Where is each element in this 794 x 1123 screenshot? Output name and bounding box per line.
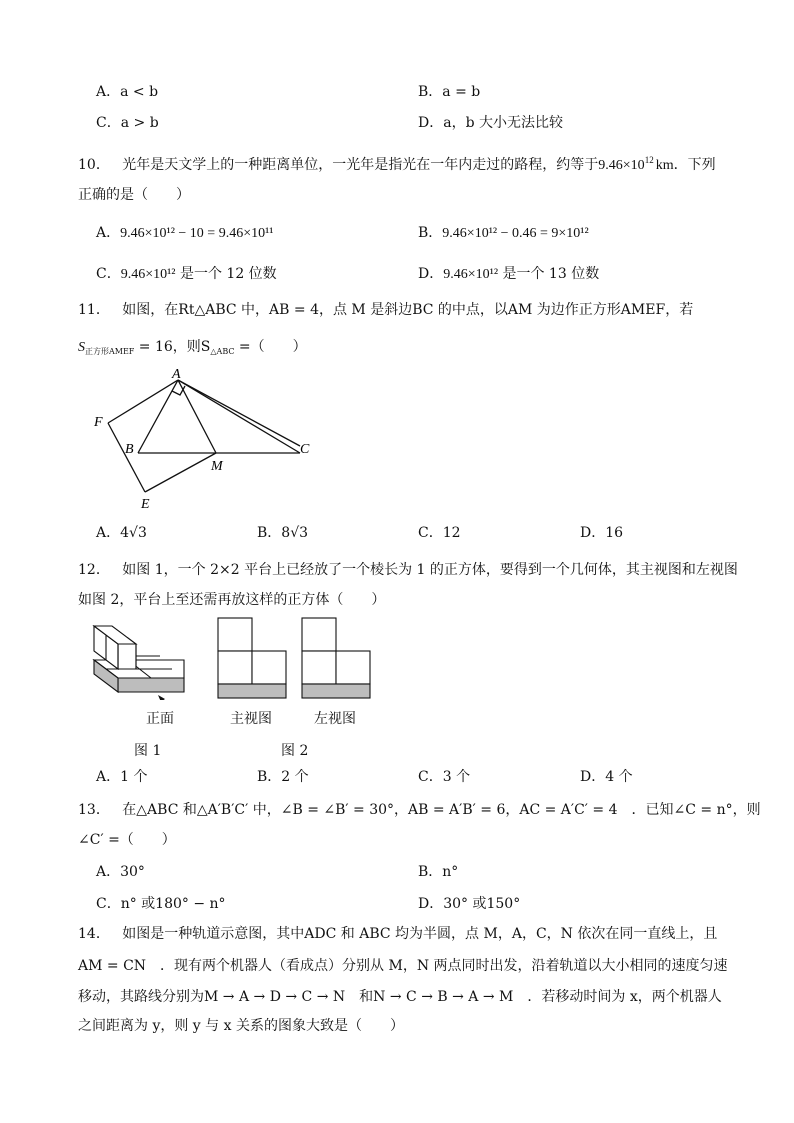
q14-stem-line2: AM = CN ．现有两个机器人（看成点）分别从 M，N 两点同时出发，沿着轨道以大小相同的速度匀速 [78,958,728,974]
q9-option-c: C．a > b [96,115,159,131]
q12-option-d: D．4 个 [580,769,633,785]
label-c: C [300,442,310,457]
q14-stem-line4: 之间距离为 y，则 y 与 x 关系的图象大致是（ ） [78,1018,404,1034]
q12-figure-1-caption: 图 1 [134,743,162,759]
segment-a-c [178,380,300,446]
cube-front [118,644,136,669]
q12-number: 12． [78,562,110,578]
q11-stem-line2: $S_{正方形AMEF} = 16$，则$S_{\triangle ABC}$ =（ ） [78,339,307,356]
q12-option-a: A．1 个 [96,769,148,785]
label-f: F [94,415,103,430]
q14-stem-line3: 移动，其路线分别为M → A → D → C → N 和N → C → B → A → M ．若移动时间为 x，两个机器人 [78,989,722,1005]
q14-stem-text: 如图是一种轨道示意图，其中ADC 和 ABC 均为半圆，点 M，A，C，N 依次在同一直线上，且 [122,926,718,942]
segment-e-m [145,453,216,492]
q11-option-b: B．8√3 [257,525,309,541]
main-view-bottom-left-cell [218,651,252,684]
q12-label-main-view: 主视图 [230,711,272,727]
segment-f-e [108,423,145,492]
q9-option-a: A．a < b [96,84,159,100]
q12-label-front: 正面 [146,711,174,727]
q12-figure-2-caption: 图 2 [281,743,309,759]
main-view-platform [218,684,286,698]
front-arrow-head [158,695,165,700]
left-view-bottom-right-cell [336,651,370,684]
q11-option-a: A．4√3 [96,525,147,541]
q9-option-d: D．a，b 大小无法比较 [418,115,563,131]
q11-option-c: C．12 [418,525,461,541]
q10-option-a: A．9.46×10¹² − 10 = 9.46×10¹¹ [96,225,274,241]
q12-main-view [217,617,287,701]
left-view-bottom-left-cell [302,651,336,684]
q10-value: $9.46\times 10^{12}$ km [598,155,674,173]
q12-stem-line2: 如图 2，平台上至还需再放这样的正方体（ ） [78,592,386,608]
left-view-platform [302,684,370,698]
q13-option-c: C．n° 或180° − n° [96,896,226,912]
q12-stem-text: 如图 1，一个 2×2 平台上已经放了一个棱长为 1 的正方体，要得到一个几何体，其主视图和左视图 [122,562,738,578]
q11-number: 11． [78,302,110,318]
segment-a-b [138,380,178,453]
q13-option-a: A．30° [96,864,145,880]
label-e: E [141,497,150,512]
q12-stem-line1 [78,560,738,580]
q14-stem-line1 [78,924,717,944]
q12-figure-1 [90,622,190,700]
q13-number: 13． [78,802,110,818]
q10-stem-line2: 正确的是（ ） [78,187,190,203]
platform-front [118,678,184,692]
q11-option-d: D．16 [580,525,624,541]
q10-stem-text: 光年是天文学上的一种距离单位，一光年是指光在一年内走过的路程，约等于 [122,157,599,173]
q10-option-c: C．9.46×10¹² 是一个 12 位数 [96,266,277,282]
label-m: M [211,459,223,474]
q9-option-b: B．a = b [418,84,481,100]
q11-figure [88,366,328,516]
q10-number: 10． [78,157,110,173]
q10-stem-line1 [78,150,716,176]
segment-a-f [108,380,178,423]
q12-option-c: C．3 个 [418,769,471,785]
main-view-bottom-right-cell [252,651,286,684]
q13-option-b: B．n° [418,864,459,880]
q14-number: 14． [78,926,110,942]
q13-option-d: D．30° 或150° [418,896,521,912]
q10-option-d: D．9.46×10¹² 是一个 13 位数 [418,266,600,282]
q13-stem-text: 在△ABC 和△A′B′C′ 中，∠B = ∠B′ = 30°，AB = A′B′ = 6，AC = A′C′ = 4 ．已知∠C = n°，则 [122,802,761,818]
q12-option-b: B．2 个 [257,769,309,785]
label-b: B [125,442,134,457]
q10-option-b: B．9.46×10¹² − 0.46 = 9×10¹² [418,225,589,241]
q13-stem-line2: ∠C′ =（ ） [78,832,176,848]
q10-stem-end: ．下列 [673,157,716,173]
label-a: A [172,367,181,382]
q11-stem-line1 [78,300,693,320]
q11-stem-text: 如图，在Rt△ABC 中，AB = 4，点 M 是斜边BC 的中点，以AM 为边作正方形AMEF，若 [122,302,694,318]
q13-stem-line1 [78,800,761,820]
main-view-top-cell [218,618,252,651]
q12-left-view [301,617,371,701]
left-view-top-cell [302,618,336,651]
q12-label-left-view: 左视图 [314,711,356,727]
